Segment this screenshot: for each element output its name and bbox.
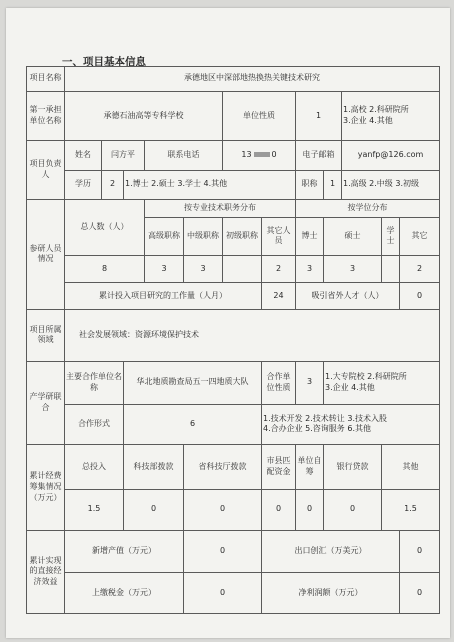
intermediate-title-value: 3 xyxy=(184,256,223,283)
field-value: 社会发展领域：资源环境保护技术 xyxy=(65,310,440,362)
col-intermediate-title: 中级职称 xyxy=(184,217,223,255)
funding-col-province: 省科技厅拨款 xyxy=(184,445,262,490)
funding-other-value: 1.5 xyxy=(382,490,440,531)
funding-col-bank: 银行贷款 xyxy=(324,445,382,490)
junior-title-value xyxy=(223,256,262,283)
benefit-row-2 xyxy=(27,573,440,614)
partner-nature-options-line2: 3.企业 4.其他 xyxy=(325,382,375,392)
col-other-staff: 其它人员 xyxy=(262,217,296,255)
lead-unit-row xyxy=(27,91,440,141)
funding-total-value: 1.5 xyxy=(65,490,124,531)
funding-label: 累计经费筹集情况（万元） xyxy=(27,445,65,531)
other-staff-value: 2 xyxy=(262,256,296,283)
leader-row-2 xyxy=(27,170,440,199)
leader-phone-prefix: 13 xyxy=(241,149,252,159)
funding-city-value: 0 xyxy=(262,490,296,531)
col-other-degree: 其它 xyxy=(400,217,440,255)
col-junior-title: 初级职称 xyxy=(223,217,262,255)
cooperation-form-options-line2: 4.合办企业 5.咨询服务 6.其他 xyxy=(263,424,371,434)
leader-email-value: yanfp@126.com xyxy=(342,141,440,170)
unit-nature-options-line2: 3.企业 4.其他 xyxy=(343,116,393,125)
funding-self-value: 0 xyxy=(296,490,324,531)
leader-name-value: 闫方平 xyxy=(102,141,145,170)
partner-nature-value: 3 xyxy=(296,361,324,404)
partner-value: 华北地质勘查局五一四地质大队 xyxy=(124,361,262,404)
cooperation-form-label: 合作形式 xyxy=(65,404,124,445)
unit-nature-label: 单位性质 xyxy=(223,91,296,141)
profit-value: 0 xyxy=(400,573,440,614)
field-row xyxy=(27,310,440,362)
col-bachelor: 学士 xyxy=(382,217,400,255)
senior-title-value: 3 xyxy=(145,256,184,283)
benefit-label: 累计实现的直接经济效益 xyxy=(27,530,65,613)
col-doctor: 博士 xyxy=(296,217,324,255)
cooperation-form-value: 6 xyxy=(124,404,262,445)
leader-title-value: 1 xyxy=(324,170,342,199)
unit-nature-options-line1: 1.高校 2.科研院所 xyxy=(343,105,409,115)
leader-education-label: 学历 xyxy=(65,170,102,199)
leader-phone-suffix: 0 xyxy=(271,149,277,159)
workload-label: 累计投入项目研究的工作量（人月） xyxy=(65,283,262,310)
partner-nature-options xyxy=(324,361,440,404)
funding-col-other: 其他 xyxy=(382,445,440,490)
export-label: 出口创汇（万美元） xyxy=(262,530,400,573)
leader-label: 项目负责人 xyxy=(27,141,65,200)
funding-ministry-value: 0 xyxy=(124,490,184,531)
phone-redaction-mark xyxy=(254,152,270,157)
participants-by-degree-header: 按学位分布 xyxy=(296,199,440,217)
output-value: 0 xyxy=(184,530,262,573)
funding-col-self: 单位自筹 xyxy=(296,445,324,490)
col-senior-title: 高级职称 xyxy=(145,217,184,255)
tax-value: 0 xyxy=(184,573,262,614)
output-label: 新增产值（万元） xyxy=(65,530,184,573)
workload-value: 24 xyxy=(262,283,296,310)
tax-label: 上缴税金（万元） xyxy=(65,573,184,614)
project-name-label: 项目名称 xyxy=(27,67,65,92)
foreign-talent-value: 0 xyxy=(400,283,440,310)
cooperation-row-2 xyxy=(27,404,440,445)
project-info-table xyxy=(26,66,440,614)
project-name-row xyxy=(27,67,440,92)
funding-col-city: 市县匹配资金 xyxy=(262,445,296,490)
leader-phone-label: 联系电话 xyxy=(145,141,223,170)
participants-values-row xyxy=(27,256,440,283)
profit-label: 净利润额（万元） xyxy=(262,573,400,614)
cooperation-label: 产学研联合 xyxy=(27,361,65,444)
partner-nature-label: 合作单位性质 xyxy=(262,361,296,404)
section-title: 一、项目基本信息 xyxy=(62,56,146,68)
funding-col-total: 总投入 xyxy=(65,445,124,490)
leader-email-label: 电子邮箱 xyxy=(296,141,342,170)
cooperation-row-1 xyxy=(27,361,440,404)
leader-education-options: 1.博士 2.硕士 3.学士 4.其他 xyxy=(124,170,296,199)
lead-unit-value: 承德石油高等专科学校 xyxy=(65,91,223,141)
col-master: 硕士 xyxy=(324,217,382,255)
workload-row xyxy=(27,283,440,310)
funding-province-value: 0 xyxy=(184,490,262,531)
bachelor-value xyxy=(382,256,400,283)
leader-title-label: 职称 xyxy=(296,170,324,199)
project-name-value: 承德地区中深部地热换热关键技术研究 xyxy=(65,67,440,92)
export-value: 0 xyxy=(400,530,440,573)
cooperation-form-options-line1: 1.技术开发 2.技术转让 3.技术入股 xyxy=(263,413,387,423)
leader-phone-value xyxy=(223,141,296,170)
unit-nature-options xyxy=(342,91,440,141)
lead-unit-label: 第一承担单位名称 xyxy=(27,91,65,141)
unit-nature-value: 1 xyxy=(296,91,342,141)
funding-col-ministry: 科技部拨款 xyxy=(124,445,184,490)
other-degree-value: 2 xyxy=(400,256,440,283)
funding-bank-value: 0 xyxy=(324,490,382,531)
leader-title-options: 1.高级 2.中级 3.初级 xyxy=(342,170,440,199)
participants-label: 参研人员情况 xyxy=(27,199,65,309)
foreign-talent-label: 吸引省外人才（人） xyxy=(296,283,400,310)
master-value: 3 xyxy=(324,256,382,283)
partner-label: 主要合作单位名称 xyxy=(65,361,124,404)
participants-total-label: 总人数（人） xyxy=(65,199,145,255)
benefit-row-1 xyxy=(27,530,440,573)
leader-name-label: 姓名 xyxy=(65,141,102,170)
leader-education-value: 2 xyxy=(102,170,124,199)
funding-header-row xyxy=(27,445,440,490)
participants-total-value: 8 xyxy=(65,256,145,283)
partner-nature-options-line1: 1.大专院校 2.科研院所 xyxy=(325,371,407,381)
funding-values-row xyxy=(27,490,440,531)
leader-row-1 xyxy=(27,141,440,170)
field-label: 项目所属领域 xyxy=(27,310,65,362)
participants-header-1 xyxy=(27,199,440,217)
participants-by-title-header: 按专业技术职务分布 xyxy=(145,199,296,217)
cooperation-form-options xyxy=(262,404,440,445)
doctor-value: 3 xyxy=(296,256,324,283)
